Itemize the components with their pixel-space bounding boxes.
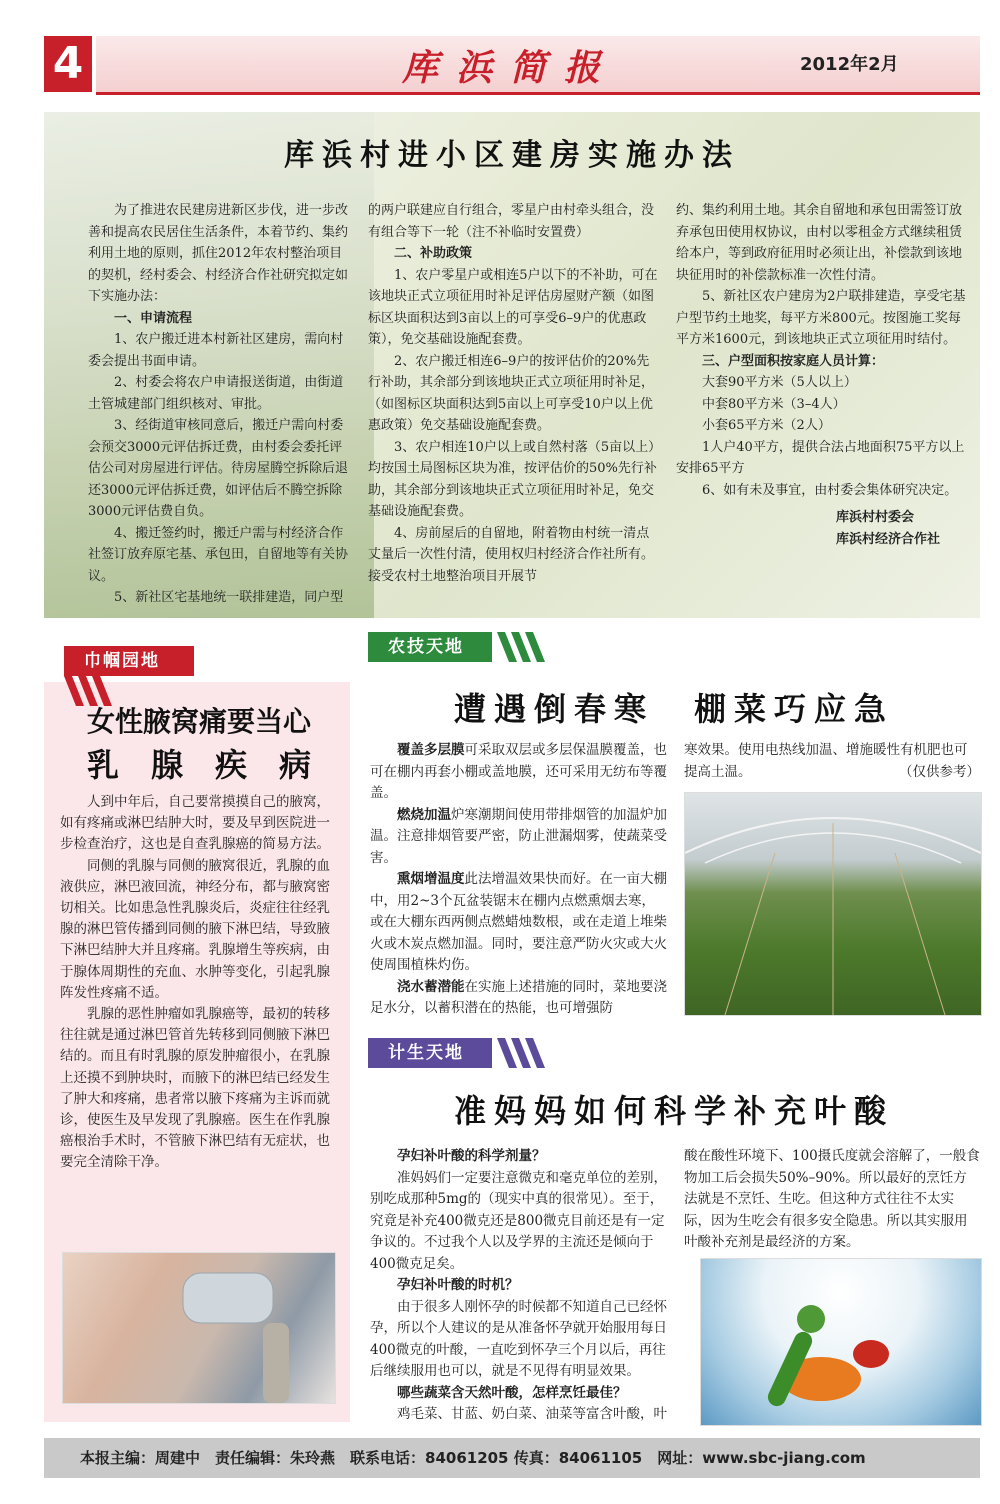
section-heading: 三、户型面积按家庭人员计算： [702, 353, 885, 369]
agri-article-column-2 [684, 740, 980, 783]
item-head: 熏烟增温度 [397, 871, 465, 887]
greenhouse-photo [684, 792, 982, 1016]
paragraph: 同侧的乳腺与同侧的腋窝很近，乳腺的血液供应，淋巴液回流，神经分布，都与腋窝密切相关。比如患急性乳腺炎后，炎症往往经乳腺的淋巴管传播到同侧的腋下淋巴结，导致腋下淋巴结肿大并且疼痛。乳腺增生等疾病，由于腺体周期性的充血、水肿等变化，引起乳腺阵发性疼痛不适。 [60, 857, 330, 1001]
top-article-column-1 [88, 200, 350, 609]
item-text: 炉寒潮期间使用带排烟管的加温炉加温。注意排烟管要严密，防止泄漏烟雾，使蔬菜受害。 [370, 806, 667, 866]
tag-stripes-icon [497, 1038, 557, 1068]
paragraph: 5、新社区宅基地统一联排建造，同户型 [114, 590, 344, 605]
top-article-column-3 [676, 200, 968, 551]
paragraph: 1、农户零星户或相连5户以下的不补助，可在该地块正式立项征用时补足评估房屋财产额（如图标区块面积达到3亩以上的可享受6–9户的优惠政策），免交基础设施配套费。 [368, 267, 658, 347]
item-text: 可采取双层或多层保温膜覆盖，也可在棚内再套小棚或盖地膜，还可采用无纺布等覆盖。 [370, 742, 667, 801]
womens-article-title-line2: 乳 腺 疾 病 [86, 746, 311, 784]
item-head: 覆盖多层膜 [397, 742, 465, 758]
paragraph: 3、农户相连10户以上或自然村落（5亩以上）均按国土局图标区块为准，按评估价的50%先行补助，其余部分到该地块正式立项征用时补足，免交基础设施配套费。 [368, 439, 657, 519]
family-article-column-1 [370, 1146, 668, 1426]
paragraph: 6、如有未及事宜，由村委会集体研究决定。 [702, 482, 958, 498]
item-text: 此法增温效果快而好。在一亩大棚中，用2~3个瓦盆装锯末在棚内点燃熏烟去寒，或在大棚东西两侧点燃蜡烛数根，或在走道上堆柴火或木炭点燃加温。同时，要注意严防火灾或大火使周围植株灼伤。 [370, 871, 667, 973]
vegetables-water-photo [700, 1258, 982, 1426]
agri-article-column-1 [370, 740, 668, 1020]
breast-exam-photo [62, 1252, 336, 1404]
top-article-title: 库浜村进小区建房实施办法 [284, 138, 740, 173]
paragraph: 人到中年后，自己要常摸摸自己的腋窝，如有疼痛或淋巴结肿大时，要及早到医院进一步检查治疗，这也是自查乳腺癌的简易方法。 [60, 794, 330, 853]
paragraph: 1、农户搬迁进本村新社区建房，需向村委会提出书面申请。 [88, 332, 344, 369]
masthead-title: 库浜简报 [401, 47, 618, 89]
list-item [370, 805, 668, 870]
paragraph: 为了推进农民建房进新区步伐，进一步改善和提高农民居住生活条件，本着节约、集约利用土地的原则，抓住2012年农村整治项目的契机，经村委会、村经济合作社研究拟定如下实施办法： [88, 203, 349, 304]
womens-section-tag: 巾帼园地 [64, 646, 194, 676]
paragraph: 2、农户搬迁相连6–9户的按评估价的20%先行补助，其余部分到该地块正式立项征用时补足，（如图标区块面积达到5亩以上可享受10户以上优惠政策）免交基础设施配套费。 [368, 353, 655, 433]
vegetables-icon [701, 1259, 981, 1425]
womens-article-title-line1: 女性腋窝痛要当心 [86, 705, 311, 738]
signature-village-committee: 库浜村村委会 [836, 510, 915, 525]
paragraph: 4、房前屋后的自留地，附着物由村统一清点丈量后一次性付清，使用权归村经济合作社所有。接受农村土地整治项目开展节 [368, 525, 655, 584]
footer-bar [44, 1438, 980, 1478]
exam-device-icon [63, 1253, 335, 1403]
paragraph: 准妈妈们一定要注意微克和毫克单位的差别，别吃成那种5mg的（现实中真的很常见）。至于，究竟是补充400微克还是800微克目前还是有一定争议的。不过我个人以及学界的主流还是倾向于400微克足矣。 [370, 1169, 667, 1272]
family-section-tag-wrap [368, 1038, 568, 1068]
paragraph: 酸在酸性环境下、100摄氏度就会溶解了，一般食物加工后会损失50%–90%。所以最好的烹饪方法就是不烹饪、生吃。但这种方式往往不太实际，因为生吃会有很多安全隐患。所以其实服用叶酸补充剂是最经济的方案。 [684, 1148, 980, 1250]
signature-cooperative: 库浜村经济合作社 [836, 532, 941, 547]
section-heading: 一、申请流程 [114, 310, 193, 326]
family-article-column-2 [684, 1146, 980, 1254]
paragraph: 2、村委会将农户申请报送街道，由街道土管城建部门组织核对、审批。 [88, 375, 344, 412]
reference-note: （仅供参考） [899, 763, 980, 780]
question-heading: 孕妇补叶酸的科学剂量？ [397, 1148, 546, 1164]
paragraph: 鸡毛菜、甘蓝、奶白菜、油菜等富含叶酸，叶 [397, 1406, 667, 1422]
paragraph: 由于很多人刚怀孕的时候都不知道自己已经怀孕，所以个人建议的是从准备怀孕就开始服用每日400微克的叶酸，一直吃到怀孕三个月以后，再往后继续服用也可以，就是不见得有明显效果。 [370, 1298, 667, 1379]
list-item [370, 869, 668, 977]
family-section-tag: 计生天地 [368, 1038, 492, 1068]
top-article-column-2 [368, 200, 660, 587]
list-item: 中套80平方米（3–4人） [702, 396, 846, 412]
footer-contact-info: 本报主编：周建中 责任编辑：朱玲燕 联系电话：84061205 传真：84061105 网址：www.sbc-jiang.com [80, 1449, 866, 1467]
greenhouse-frame-icon [685, 793, 981, 1015]
question-heading: 哪些蔬菜含天然叶酸，怎样烹饪最佳？ [397, 1384, 627, 1401]
paragraph: 5、新社区农户建房为2户联排建造，享受宅基户型节约土地奖，每平方米800元。按图施工奖每平方米1600元，到该地块正式立项征用时结付。 [676, 289, 966, 347]
tag-stripes-icon [497, 632, 557, 662]
agri-section-tag: 农技天地 [368, 632, 492, 662]
page-number: 4 [44, 36, 92, 92]
issue-date: 2012年2月 [800, 54, 899, 75]
item-head: 燃烧加温 [397, 806, 451, 823]
question-heading: 孕妇补叶酸的时机？ [397, 1277, 519, 1293]
paragraph: 的两户联建应自行组合，零星户由村牵头组合，没有组合等下一轮（注不补临时安置费） [368, 203, 655, 240]
item-text: 在实施上述措施的同时，菜地要浇足水分，以蓄积潜在的热能，也可增强防 [370, 978, 667, 1016]
paragraph: 1人户40平方，提供合法占地面积75平方以上安排65平方 [676, 439, 965, 476]
list-item [370, 977, 668, 1020]
agri-section-tag-wrap [368, 632, 568, 662]
paragraph: 约、集约利用土地。其余自留地和承包田需签订放弃承包田使用权协议，由村以零租金方式继续租赁给本户，等到政府征用时必须让出，补偿款到该地块征用时的补偿款标准一次性付清。 [676, 203, 963, 283]
list-item: 大套90平方米（5人以上） [702, 375, 857, 390]
paragraph: 3、经街道审核同意后，搬迁户需向村委会预交3000元评估拆迁费，由村委会委托评估公司对房屋进行评估。待房屋腾空拆除后退还3000元评估拆迁费，如评估后不腾空拆除3000元评估费自负。 [88, 418, 349, 519]
womens-article-body [60, 792, 334, 1174]
paragraph: 寒效果。使用电热线加温、增施暖性有机肥也可提高土温。 [684, 742, 968, 780]
womens-section-tag-wrap [64, 646, 244, 706]
agri-article-title: 遭遇倒春寒 棚菜巧应急 [453, 690, 894, 728]
item-head: 浇水蓄潜能 [397, 978, 465, 995]
family-article-title: 准妈妈如何科学补充叶酸 [453, 1092, 894, 1130]
paragraph: 4、搬迁签约时，搬迁户需与村经济合作社签订放弃原宅基、承包田，自留地等有关协议。 [88, 525, 349, 584]
section-heading: 二、补助政策 [394, 246, 473, 261]
list-item [370, 740, 668, 805]
list-item: 小套65平方米（2人） [702, 418, 831, 433]
paragraph: 乳腺的恶性肿瘤如乳腺癌等，最初的转移往往就是通过淋巴管首先转移到同侧腋下淋巴结的。而且有时乳腺的原发肿瘤很小，在乳腺上还摸不到肿块时，而腋下的淋巴结已经发生了肿大和疼痛，患者常以腋下疼痛为主诉而就诊，使医生及早发现了乳腺癌。医生在作乳腺癌根治手术时，不管腋下淋巴结有无症状，也要完全清除干净。 [60, 1006, 330, 1171]
